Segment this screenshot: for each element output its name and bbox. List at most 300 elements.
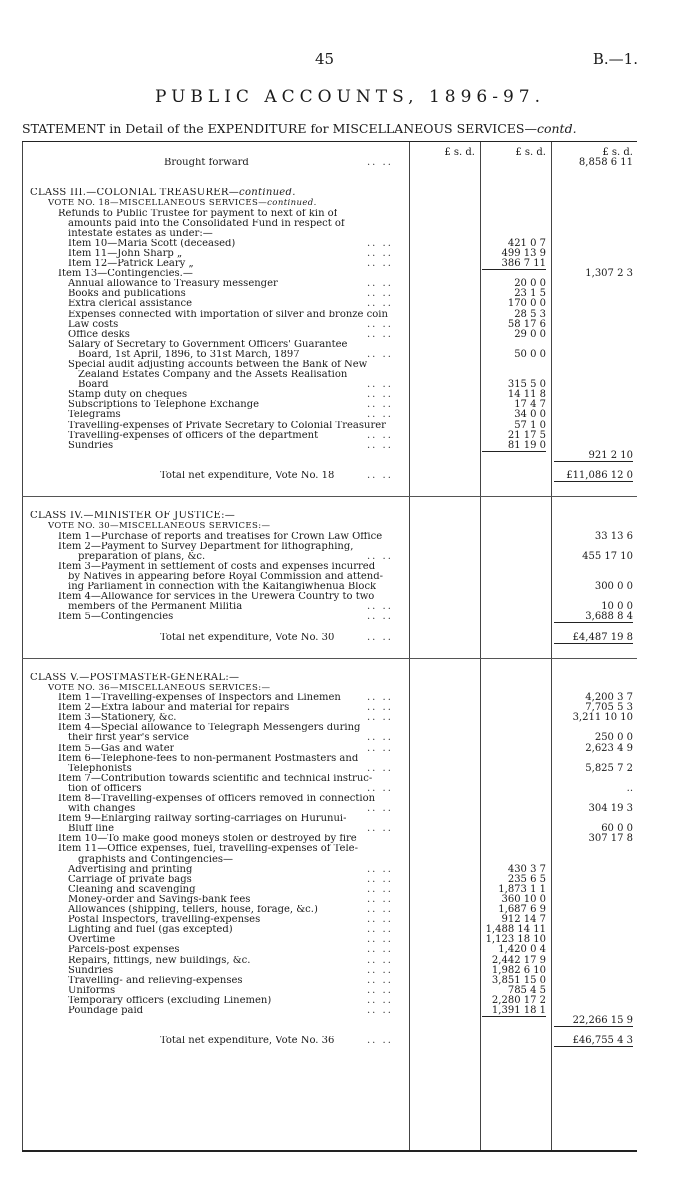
table-row [22, 350, 637, 360]
leader-dots: .. .. [367, 883, 393, 895]
row-description [68, 905, 318, 915]
table-row [22, 582, 637, 592]
row-description [160, 471, 334, 481]
leader-dots: .. .. [367, 924, 393, 936]
row-description [68, 945, 180, 955]
description-text: Telephonists [68, 763, 132, 774]
description-text: amounts paid into the Consolidated Fund in respect of [68, 218, 345, 229]
row-description [68, 935, 115, 945]
amount-c2: 170 0 0 [507, 298, 546, 310]
row-description [68, 824, 114, 834]
leader-dots: .. .. [367, 278, 393, 290]
table-row [22, 1006, 637, 1016]
statement-text: STATEMENT in Detail of the EXPENDITURE for MISCELLANEOUS SERVICES— [22, 121, 537, 136]
amount-c2: 50 0 0 [514, 348, 546, 360]
amount-c2: 21 17 5 [507, 429, 546, 441]
table-row [22, 703, 637, 713]
amount-c2: 785 4 5 [507, 984, 546, 996]
leader-dots: .. .. [367, 389, 393, 401]
leader-dots: .. .. [367, 782, 393, 794]
description-text: Law costs [68, 319, 119, 330]
row-description [58, 703, 289, 713]
row-description [68, 229, 213, 239]
row-description [58, 532, 382, 542]
table-row [22, 532, 637, 542]
leader-dots: .. .. [367, 944, 393, 956]
description-text: Item 8—Travelling-expenses of officers removed in connection [58, 794, 376, 804]
table-row [22, 360, 637, 370]
row-description [58, 723, 360, 733]
row-description [68, 865, 192, 875]
row-description [68, 582, 376, 592]
amount-c3: 10 0 0 [601, 601, 633, 613]
table-row [22, 542, 637, 552]
row-description [58, 834, 357, 844]
description-text: Temporary officers (excluding Linemen) [68, 995, 272, 1006]
leader-dots: .. .. [367, 247, 393, 259]
amount-c2: 1,123 18 10 [485, 934, 546, 946]
row-description [68, 956, 250, 966]
leader-dots: .. .. [367, 298, 393, 310]
amount-c2: 3,851 15 0 [491, 974, 546, 986]
amount-c3: 2,623 4 9 [585, 742, 633, 754]
row-description [58, 713, 176, 723]
leader-dots: .. .. [367, 803, 393, 815]
row-description [30, 511, 235, 521]
table-row [22, 259, 637, 269]
amount-c2: 1,873 1 1 [498, 883, 546, 895]
amount-c3: 1,307 2 3 [585, 268, 633, 280]
leader-dots: .. .. [367, 601, 393, 613]
description-text: CLASS V.—POSTMASTER-GENERAL:— [30, 672, 240, 683]
row-description [68, 320, 118, 330]
description-text: Refunds to Public Trustee for payment to next of kin of [58, 208, 338, 219]
row-description [160, 633, 334, 643]
row-description [68, 249, 182, 259]
row-description [68, 885, 196, 895]
description-text: CLASS IV.—MINISTER OF JUSTICE:— [30, 511, 236, 522]
row-description [68, 895, 250, 905]
row-description [68, 804, 135, 814]
statement-contd: contd. [536, 121, 577, 136]
description-text: Poundage paid [68, 1005, 144, 1016]
table-row [22, 804, 637, 814]
leader-dots: .. .. [367, 904, 393, 916]
description-text: Money-order and Savings-bank fees [68, 894, 251, 905]
leader-dots: .. .. [367, 1035, 393, 1047]
description-text: Item 9—Enlarging railway sorting-carriages on Hurunui- [58, 814, 347, 825]
leader-dots: .. .. [367, 409, 393, 421]
row-description [68, 986, 115, 996]
leader-dots: .. .. [367, 863, 393, 875]
description-text: Item 10—Maria Scott (deceased) [68, 238, 236, 249]
row-description [68, 421, 386, 431]
row-description [164, 158, 249, 168]
table-row [22, 733, 637, 743]
description-text: Item 4—Allowance for services in the Urewera Country to two [58, 592, 375, 603]
amount-c3: £46,755 4 3 [554, 1036, 633, 1047]
description-text: Telegrams [68, 410, 121, 421]
amount-c2: 17 4 7 [514, 399, 546, 411]
description-text: Stamp duty on cheques [68, 390, 188, 401]
page-number: 45 [315, 50, 335, 68]
amount-c3: £4,487 19 8 [554, 633, 633, 644]
table-row [22, 188, 637, 198]
table-row [22, 481, 637, 491]
table-row [22, 774, 637, 784]
table-row [22, 511, 637, 521]
description-text: Bluff line [68, 824, 115, 835]
row-description [78, 855, 233, 865]
description-text: intestate estates as under:— [68, 228, 213, 239]
description-text: tion of officers [68, 783, 142, 794]
amount-c2: 34 0 0 [514, 409, 546, 421]
leader-dots: .. .. [367, 550, 393, 562]
row-description [68, 875, 192, 885]
description-continued: continued. [239, 188, 296, 199]
leader-dots: .. .. [367, 934, 393, 946]
description-text: Item 10—To make good moneys stolen or destroyed by fire [58, 834, 357, 845]
description-text: Extra clerical assistance [68, 299, 193, 310]
amount-c3: 3,211 10 10 [572, 712, 633, 724]
amount-c3: 455 17 10 [582, 550, 633, 562]
row-description [68, 1006, 143, 1016]
page-header [0, 50, 700, 70]
description-text: Sundries [68, 440, 114, 451]
leader-dots: .. .. [367, 742, 393, 754]
amount-c2: 20 0 0 [514, 278, 546, 290]
leader-dots: .. .. [367, 288, 393, 300]
row-description [68, 289, 186, 299]
description-text: Item 12—Patrick Leary „ [68, 259, 194, 270]
table-row [22, 461, 637, 471]
row-description [68, 239, 235, 249]
row-description [58, 754, 358, 764]
section-separator [22, 491, 637, 501]
amount-c3: 3,688 8 4 [554, 612, 633, 623]
leader-dots: .. .. [367, 964, 393, 976]
table-row [22, 834, 637, 844]
row-description [68, 330, 130, 340]
row-description [48, 198, 317, 208]
table-row [22, 612, 637, 622]
table-row [22, 330, 637, 340]
amount-c2: 1,488 14 11 [485, 924, 546, 936]
statement-heading [22, 121, 662, 136]
description-text: Item 5—Gas and water [58, 743, 175, 754]
description-text: graphists and Contingencies— [78, 854, 234, 865]
leader-dots: .. .. [367, 893, 393, 905]
leader-dots: .. .. [367, 954, 393, 966]
leader-dots: .. .. [367, 823, 393, 835]
amount-c2: 1,687 6 9 [498, 904, 546, 916]
description-text: with changes [68, 804, 136, 815]
row-description [68, 390, 187, 400]
description-text: Expenses connected with importation of silver and bronze coin [68, 309, 388, 320]
description-text: Lighting and fuel (gas excepted) [68, 925, 233, 936]
row-description [68, 996, 271, 1006]
leader-dots: .. .. [367, 873, 393, 885]
description-text: VOTE NO. 36—MISCELLANEOUS SERVICES:— [48, 682, 271, 693]
separator-rule [22, 496, 637, 497]
description-text: Board [78, 380, 109, 391]
description-text: Overtime [68, 935, 116, 946]
table-row [22, 754, 637, 764]
row-description [68, 784, 142, 794]
table-row [22, 814, 637, 824]
leader-dots: .. .. [367, 762, 393, 774]
description-text: Repairs, fittings, new buildings, &c. [68, 955, 251, 966]
description-text: Cleaning and scavenging [68, 884, 196, 895]
table-row [22, 764, 637, 774]
row-description [48, 521, 270, 531]
amount-c2: 499 13 9 [501, 247, 546, 259]
description-text: members of the Permanent Militia [68, 602, 243, 613]
amount-c2: 1,420 0 4 [498, 944, 546, 956]
page-reference: B.—1. [592, 50, 638, 68]
table-row [22, 562, 637, 572]
leader-dots: .. .. [367, 611, 393, 623]
row-description [30, 673, 239, 683]
leader-dots: .. .. [367, 429, 393, 441]
description-text: Brought forward [164, 158, 249, 169]
amount-c2: 315 5 0 [507, 379, 546, 391]
row-description [68, 360, 367, 370]
table-row [22, 299, 637, 309]
leader-dots: .. .. [367, 237, 393, 249]
row-description [68, 602, 242, 612]
description-text: Books and publications [68, 289, 186, 300]
description-text: Total net expenditure, Vote No. 18 [160, 471, 335, 481]
leader-dots: .. .. [367, 914, 393, 926]
page-title: PUBLIC ACCOUNTS, 1896-97. [154, 87, 546, 107]
row-description [68, 400, 259, 410]
table-row [22, 824, 637, 834]
leader-dots: .. .. [367, 439, 393, 451]
description-text: Item 2—Extra labour and material for repairs [58, 703, 290, 714]
row-description [68, 410, 121, 420]
table-row [22, 178, 637, 188]
description-text: preparation of plans, &c. [78, 551, 206, 562]
table-row [22, 592, 637, 602]
row-description [68, 441, 113, 451]
description-text: Travelling-expenses of officers of the department [68, 430, 319, 441]
table-row [22, 451, 637, 461]
table-row [22, 1016, 637, 1026]
amount-c2: 14 11 8 [507, 389, 546, 401]
table-row [22, 501, 637, 511]
description-text: Total net expenditure, Vote No. 30 [160, 632, 335, 643]
description-text: their first year's service [68, 733, 189, 744]
table-row [22, 471, 637, 481]
amount-c2: 360 10 0 [501, 893, 546, 905]
amount-c3: 307 17 8 [588, 833, 633, 845]
table-row [22, 572, 637, 582]
leader-dots: .. .. [367, 702, 393, 714]
description-text: Item 7—Contribution towards scientific and technical instruc- [58, 773, 373, 784]
description-text: Allowances (shipping, tellers, house, forage, &c.) [68, 905, 318, 916]
amount-c3: £11,086 12 0 [554, 471, 633, 482]
leader-dots: .. .. [367, 994, 393, 1006]
description-text: Item 4—Special allowance to Telegraph Messengers during [58, 723, 361, 734]
row-description [58, 209, 337, 219]
leader-dots: .. .. [367, 732, 393, 744]
amount-c2: 28 5 3 [514, 308, 546, 320]
description-text: Carriage of private bags [68, 874, 192, 885]
table-row [22, 622, 637, 632]
description-text: Salary of Secretary to Government Officers' Guarantee [68, 339, 348, 350]
description-text: Travelling- and relieving-expenses [68, 975, 243, 986]
amount-c3: 7,705 5 3 [585, 702, 633, 714]
description-text: Item 11—Office expenses, fuel, travelling-expenses of Tele- [58, 844, 358, 855]
table-row [22, 683, 637, 693]
row-description [58, 794, 375, 804]
leader-dots: .. .. [367, 1004, 393, 1016]
row-description [30, 188, 296, 198]
description-text: Postal Inspectors, travelling-expenses [68, 915, 261, 926]
table-row [22, 663, 637, 673]
col2-heading: £ s. d. [515, 147, 546, 158]
row-description [58, 269, 193, 279]
leader-dots: .. .. [367, 399, 393, 411]
amount-c3: 60 0 0 [601, 823, 633, 835]
amount-c2: 29 0 0 [514, 328, 546, 340]
row-description [58, 612, 173, 622]
description-text: Total net expenditure, Vote No. 36 [160, 1036, 335, 1047]
leader-dots: .. .. [367, 318, 393, 330]
table-row [22, 844, 637, 854]
amount-c2: 1,982 6 10 [491, 964, 546, 976]
leader-dots: .. .. [367, 712, 393, 724]
leader-dots: .. .. [367, 974, 393, 986]
leader-dots: .. .. [367, 157, 393, 169]
description-text: Sundries [68, 965, 114, 976]
description-text: Item 3—Payment in settlement of costs and expenses incurred [58, 561, 376, 572]
amount-c2: 81 19 0 [482, 441, 546, 452]
description-text: Item 3—Stationery, &c. [58, 713, 177, 724]
description-text: Zealand Estates Company and the Assets Realisation [78, 370, 348, 381]
table-row [22, 643, 637, 653]
leader-dots: .. .. [367, 631, 393, 643]
amount-c2: 912 14 7 [501, 914, 546, 926]
leader-dots: .. .. [367, 984, 393, 996]
table-row [22, 209, 637, 219]
leader-dots: .. .. [367, 379, 393, 391]
amount-c2: 58 17 6 [507, 318, 546, 330]
amount-c2: 2,442 17 9 [491, 954, 546, 966]
amount-c2: 386 7 11 [482, 259, 546, 270]
col3-heading: £ s. d. [602, 147, 633, 158]
section-separator [22, 653, 637, 663]
amount-c2: 1,391 18 1 [482, 1006, 546, 1017]
amount-c2: 2,280 17 2 [491, 994, 546, 1006]
amount-c2: 23 1 5 [514, 288, 546, 300]
row-description [68, 966, 113, 976]
table-row [22, 693, 637, 703]
row-description [78, 552, 205, 562]
amount-c2: 421 0 7 [507, 237, 546, 249]
table-row [22, 794, 637, 804]
separator-rule [22, 658, 637, 659]
row-description [68, 340, 347, 350]
description-text: Item 2—Payment to Survey Department for lithographing, [58, 541, 354, 552]
leader-dots: .. .. [367, 348, 393, 360]
amount-c3: 8,858 6 11 [578, 157, 633, 169]
table-row [22, 602, 637, 612]
table-row [22, 552, 637, 562]
amount-c2: 430 3 7 [507, 863, 546, 875]
description-text: CLASS III.—COLONIAL TREASURER— [30, 188, 240, 199]
table-row [22, 945, 637, 955]
description-text: Annual allowance to Treasury messenger [68, 279, 278, 290]
table-row [22, 1036, 637, 1046]
leader-dots: .. .. [367, 328, 393, 340]
table-row [22, 168, 637, 178]
table-row [22, 633, 637, 643]
amount-c3: 22,266 15 9 [554, 1016, 633, 1027]
row-description [68, 259, 194, 269]
amount-c2: 57 1 0 [514, 419, 546, 431]
table-row [22, 521, 637, 531]
table-row [22, 673, 637, 683]
amount-c3: 4,200 3 7 [585, 692, 633, 704]
description-text: ing Parliament in connection with the Kaitangiwhenua Block [68, 582, 377, 593]
description-text: Advertising and printing [68, 864, 193, 875]
row-description [78, 350, 300, 360]
row-description [58, 693, 341, 703]
table-row [22, 744, 637, 754]
row-description [48, 683, 270, 693]
table-row [22, 723, 637, 733]
amount-c3: .. [626, 782, 633, 794]
column-headings [22, 148, 637, 158]
row-description [68, 925, 233, 935]
row-description [58, 744, 174, 754]
table-row [22, 713, 637, 723]
row-description [68, 279, 278, 289]
description-text: Uniforms [68, 985, 116, 996]
amount-c3: 921 2 10 [554, 451, 633, 462]
row-description [68, 733, 189, 743]
row-description [78, 370, 347, 380]
row-description [68, 310, 388, 320]
description-text: Board, 1st April, 1896, to 31st March, 1897 [78, 349, 300, 360]
description-text: VOTE NO. 18—MISCELLANEOUS SERVICES— [48, 198, 268, 209]
leader-dots: .. .. [367, 258, 393, 270]
row-description [58, 562, 375, 572]
table-row [22, 441, 637, 451]
row-description [68, 299, 192, 309]
leader-dots: .. .. [367, 692, 393, 704]
row-description [78, 380, 109, 390]
accounts-table [22, 148, 637, 1046]
row-description [58, 542, 353, 552]
row-description [68, 219, 345, 229]
amount-c3: 5,825 7 2 [585, 762, 633, 774]
row-description [68, 915, 260, 925]
description-text: Travelling-expenses of Private Secretary to Colonial Treasurer [68, 420, 386, 431]
description-text: Item 6—Telephone-fees to non-permanent Postmasters and [58, 753, 359, 764]
row-description [58, 592, 374, 602]
row-description [68, 764, 132, 774]
description-text: Special audit adjusting accounts between the Bank of New [68, 359, 368, 370]
row-description [58, 814, 346, 824]
amount-c3: 300 0 0 [594, 581, 633, 593]
description-text: Office desks [68, 329, 130, 340]
table-row [22, 784, 637, 794]
amount-c2: 235 6 5 [507, 873, 546, 885]
description-text: Item 13—Contingencies.— [58, 269, 193, 280]
